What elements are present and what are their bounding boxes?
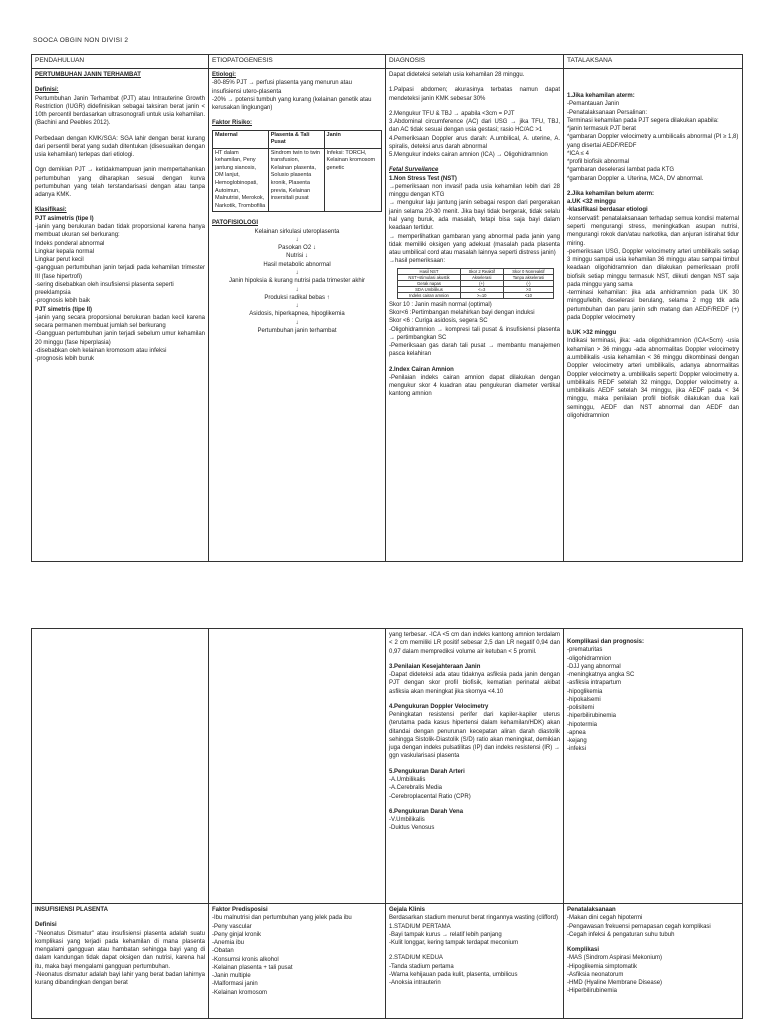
- insuf-cell-1: INSUFISIENSI PLASENTA Definisi -"Neonatus Dismatur" atau insufisiensi plasenta adalah suatu komplikasi yang terjadi pada kehamilan di mana plasenta mengalami gangguan atau hambatan sehingga bayi yang di dalam kandungan tidak dapat oksigen dan nutrisi, karena hal itu, maka bayi mengalami gangguan pertumbuhan. -Neonatus dismatur adalah bayi lahir yang berat badan lahirnya kurang dibandingkan dengan berat: [32, 904, 209, 1019]
- cell-tatalaksana: 1.Jika kehamilan aterm: -Pemantauan Janin -Penatalaksanaan Persalinan: Terminasi kehamilan pada PJT segera dilakukan apabila: *janin termasuk PJT berat *gambaran Doppler velocimetry a.umbilicalis abnormal (PI ≥ 1,8) yang disertai AEDF/REDF *ICA ≤ 4 *profil biofisik abnormal *gambaran deselerasi lambat pada KTG *gambaran Doppler a. Uterina, MCA, DV abnormal. 2.Jika kehamilan belum aterm: a.UK <32 minggu -klasifikasi berdasar etiologi -konservatif: penatalaksanaan terhadap semua kondisi maternal seperti mengurangi stress, meningkatkan asupan nutrisi, mengurangi rokok dan/atau narkotika, dan anjuran istirahat tidur miring. -pemeriksaan USG, Doppler velocimetry arteri umbilikalis setiap 3 minggu sampai usia kehamilan 36 minggu atau sampai timbul keadaan oligohidramnion dan dilakukan pemeriksaan profil biofisik setiap minggu termasuk NST, diikuti dengan NST saja pada minggu yang sama -terminasi kehamilan: jika ada anhidramnion pada UK 30 minggu/lebih, deselerasi berulang, selama 2 mgg tdk ada pertumbuhan dan paru janin sdh matang dan AEDF/REDF (+) pada Doppler velocimetry b.UK >32 minggu Indikasi terminasi, jika: -ada oligohidramnion (ICA<5cm) -usia kehamilan > 36 minggu -ada abnormalitas Doppler velocimetry a.umbilikalis -usia kehamilan < 36 minggu dikombinasi dengan Doppler velocimetry arteri umbilikalis, adanya abnormalitas Doppler velocimetry a. umbilikalis seperti: Doppler velocimetry a. umbilikalis REDF setelah 32 minggu, Doppler velocimetry a. umbilikalis AEDF setelah 34 minggu, jika AEDF pada < 34 minggu, maka penilaian profil biofisik dilakukan dua kali seminggu, AEDF dan NST abnormal dan AEDF dan oligohidramnion: [564, 69, 743, 562]
- cell-pendahuluan: [32, 69, 209, 562]
- nst-table: Hasil NST Skor 2 Reaktif Skor 0 Nonreaktif NST+stimulasi akustik Akselerasi Tanpa akselerasi Gerak napas (+) (-) SDA Umbilikus <=3 >3 Indeks cairan amnion >=10 <10: [397, 268, 554, 299]
- header-tatalaksana: TATALAKSANA: [564, 55, 743, 69]
- document-title: SOOCA OBGIN NON DIVISI 2: [33, 37, 129, 44]
- cont-cell-3: yang terbesar. -ICA <5 cm dan indeks kantong amnion terdalam < 2 cm memiliki LR positif sebesar 2,5 dan LR negatif 0,94 dan 0,97 dalam memprediksi volume air ketuban < 5 promil. 3.Penilaian Kesejahteraan Janin -Dapat dideteksi ada atau tidaknya asfiksia pada janin dengan PJT dengan skor profil biofisik, kematian perinatal akibat asfiksia akan meningkat jika skornya <4.10 4.Pengukuran Doppler Velocimetry Peningkatan resistensi perifer dari kapiler-kapiler uterus (terutama pada kasus hipertensi dalam kehamilan/HDK) akan ditandai dengan penurunan kecepatan aliran darah diastolik sehingga Sistolik-Diastolik (S/D) ratio akan meningkat, demikian juga dengan indeks pulsatilitas (IP) dan indeks resistensi (IR) → ggn vaskularisasi plasenta 5.Pengukuran Darah Arteri -A.Umbilikalis -A.Cerebralis Media -Cerebroplacental Ratio (CPR) 6.Pengukuran Darah Vena -V.Umbilikalis -Duktus Venosus: [386, 629, 564, 904]
- insuf-cell-3: Gejala Klinis Berdasarkan stadium menurut berat ringannya wasting (clifford) 1.STADIUM PERTAMA -Bayi tampak kurus → relatif lebih panjang -Kulit longgar, kering tampak terdapat meconium 2.STADIUM KEDUA -Tanda stadium pertama -Warna kehijauan pada kulit, plasenta, umbilicus -Anoksia intrauterin: [386, 904, 564, 1019]
- cont-cell-1: [32, 629, 209, 904]
- insuf-cell-2: Faktor Predisposisi -Ibu malnutrisi dan pertumbuhan yang jelek pada ibu -Peny vascular -Peny ginjal kronik -Anemia ibu -Obatan -Konsumsi kronis alkohol -Kelainan plasenta + tali pusat -Janin multiple -Malformasi janin -Kelainan kromosom: [209, 904, 386, 1019]
- risk-factor-table: Maternal Plasenta & Tali Pusat Janin HT dalam kehamilan, Peny jantung sianosis, DM lanjut, Hemoglobinopati, Autoimun, Malnutrisi, Merokok, Narkotik, Trombofilia Sindrom twin to twin transfusion, Kelainan plasenta, Solusio plasenta kronik, Plasenta previa, Kelainan insersitali pusat Infeksi: TORCH, Kelainan kromosom genetic: [212, 130, 382, 213]
- cont-cell-4: Komplikasi dan prognosis: -prematuritas -oligohidramnion -DJJ yang abnormal -meningkatnya angka SC -asfiksia intrapartum -hipoglikemia -hipokalsemi -polisitemi -hiperbilirubinemia -hipotermia -apnea -kejang -infeksi: [564, 629, 743, 904]
- pathophysiology-flow: Kelainan sirkulasi uteroplasenta ↓ Pasokan O2 ↓ Nutrisi ↓ Hasil metabolic abnormal ↓ Janin hipoksia & kurang nutrisi pada trimester akhir ↓ Produksi radikal bebas ↑ ↓ Asidosis, hiperkapnea, hipoglikemia ↓ Pertumbuhan janin terhambat: [228, 228, 366, 334]
- pendahuluan-text: PERTUMBUHAN JANIN TERHAMBAT Definisi: Pertumbuhan Janin Terhambat (PJT) atau Intrauterine Growth Restriction (IUGR) didefinisikan sebagai taksiran berat janin < 10th percentil berdasarkan ultrasonografi untuk usia kehamilan. (Bachini and Peebles 2012). Perbedaan dengan KMK/SGA: SGA lahir dengan berat kurang dari persentil berat yang sudah ditentukan (disesuaikan dengan usia kehamilan) terlepas dari etiologi. Ogn demikian PJT → ketidakmampuan janin mempertahankan pertumbuhan yang diharapkan sesuai dengan kurva pertumbuhan yang telah terstandarisasi dengan atau tanpa adanya KMK. Klasifikasi: PJT asimetris (tipe I) -janin yang berukuran badan tidak proporsional karena hanya membuat ukuran sel berkurang: Indeks ponderal abnormal Lingkar kepala normal Lingkar perut kecil -gangguan pertumbuhan janin terjadi pada kehamilan trimester III (fase hipertrofi) -sering disebabkan oleh insufisiensi plasenta seperti preeklampsia -prognosis lebih baik PJT simetris (tipe II) -janin yang secara proporsional berukuran badan kecil karena secara permanen membuat jumlah sel berkurang -Gangguan pertumbuhan janin terjadi sebelum umur kehamilan 20 minggu (fase hiperplasia) -disebabkan oleh kelainan kromosom atau infeksi -prognosis lebih buruk: [35, 72, 205, 363]
- header-diagnosis: DIAGNOSIS: [386, 55, 564, 69]
- cont-cell-2: [209, 629, 386, 904]
- continuation-table: [31, 628, 743, 1019]
- cell-etiopatogenesis: Etiologi: -80-85% PJT → perfusi plasenta yang menurun atau insufisiensi utero-plasenta -20% → potensi tumbuh yang kurang (kelainan genetik atau kerusakan lingkungan) Faktor Risiko: Maternal Plasenta & Tali Pusat Janin HT dalam kehamilan, Peny jantung sianosis, DM lanjut, Hemoglobinopati, Autoimun, Malnutrisi, Merokok, Narkotik, Trombofilia Sindrom twin to twin transfusion, Kelainan plasenta, Solusio plasenta kronik, Plasenta previa, Kelainan insersitali pusat Infeksi: TORCH, Kelainan kromosom genetic PATOFISIOLOGI Kelainan sirkulasi uteroplasenta ↓ Pasokan O2 ↓ Nutrisi ↓ Hasil metabolic abnormal ↓ Janin hipoksia & kurang nutrisi pada trimester akhir ↓ Produksi radikal bebas ↑ ↓ Asidosis, hiperkapnea, hipoglikemia ↓ Pertumbuhan janin terhambat: [209, 69, 386, 562]
- cell-diagnosis: Dapat dideteksi setelah usia kehamilan 28 minggu. 1.Palpasi abdomen; akurasinya terbatas namun dapat mendeteksi janin KMK sebesar 30% 2.Mengukur TFU & TBJ → apabila <3cm = PJT 3.Abdominal circumference (AC) dari USG → jika TFU, TBJ, dan AC tidak sesuai dengan usia gestasi; rasio HC/AC >1 4.Pemeriksaan Doppler arus darah: A.umbilical, A. uterine, A. spiralis, deteksi arus darah abnormal 5.Mengukur indeks cairan amnion (ICA) → Oligohidramnion Fetal Surveilance 1.Non Stress Test (NST) →pemeriksaan non invasif pada usia kehamilan lebih dari 28 minggu dengan KTG → mengukur laju jantung janin sebagai respon dari pergerakan janin selama 20-30 menit. Jika bayi tidak bergerak, tidak selalu hal yang buruk, ada masalah, tetapi bisa saja bayi dalam keadaan tertidur. → memperlihatkan gambaran yang abnormal pada janin yang tidak memiliki oksigen yang adekuat (masalah pada plasenta atau umbilical cord atau masalah lainnya seperti distress janin) →hasil pemeriksaan: Hasil NST Skor 2 Reaktif Skor 0 Nonreaktif NST+stimulasi akustik Akselerasi Tanpa akselerasi Gerak napas (+) (-) SDA Umbilikus <=3 >3 Indeks cairan amnion >=10 <10 Skor 10 : Janin masih normal (optimal) Skor<6 :Pertimbangan melahirkan bayi dengan induksi Skor <6 : Curiga asidosis, segera SC -Oligohidramnion → kompresi tali pusat & insufisiensi plasenta → pertimbangkan SC -Pemeriksaan gas darah tali pusat → membantu manajemen pasca kelahiran 2.Index Cairan Amnion -Penilaian indeks cairan amnion dapat dilakukan dengan mengukur skor 4 kuadran atau pengukuran diameter vertikal kantong amnion: [386, 69, 564, 562]
- header-pendahuluan: PENDAHULUAN: [32, 55, 209, 69]
- header-etiopatogenesis: ETIOPATOGENESIS: [209, 55, 386, 69]
- insuf-cell-4: Penatalaksanaan -Makan dini cegah hipotermi -Pengawasan frekuensi pernapasan cegah komplikasi -Cegah infeksi & pengaturan suhu tubuh Komplikasi -MAS (Sindrom Aspirasi Mekonium) -Hipoglikemia simptomatik -Asfiksia neonatorum -HMD (Hyaline Membrane Disease) -Hiperbilirubinemia: [564, 904, 743, 1019]
- main-table: [31, 54, 743, 562]
